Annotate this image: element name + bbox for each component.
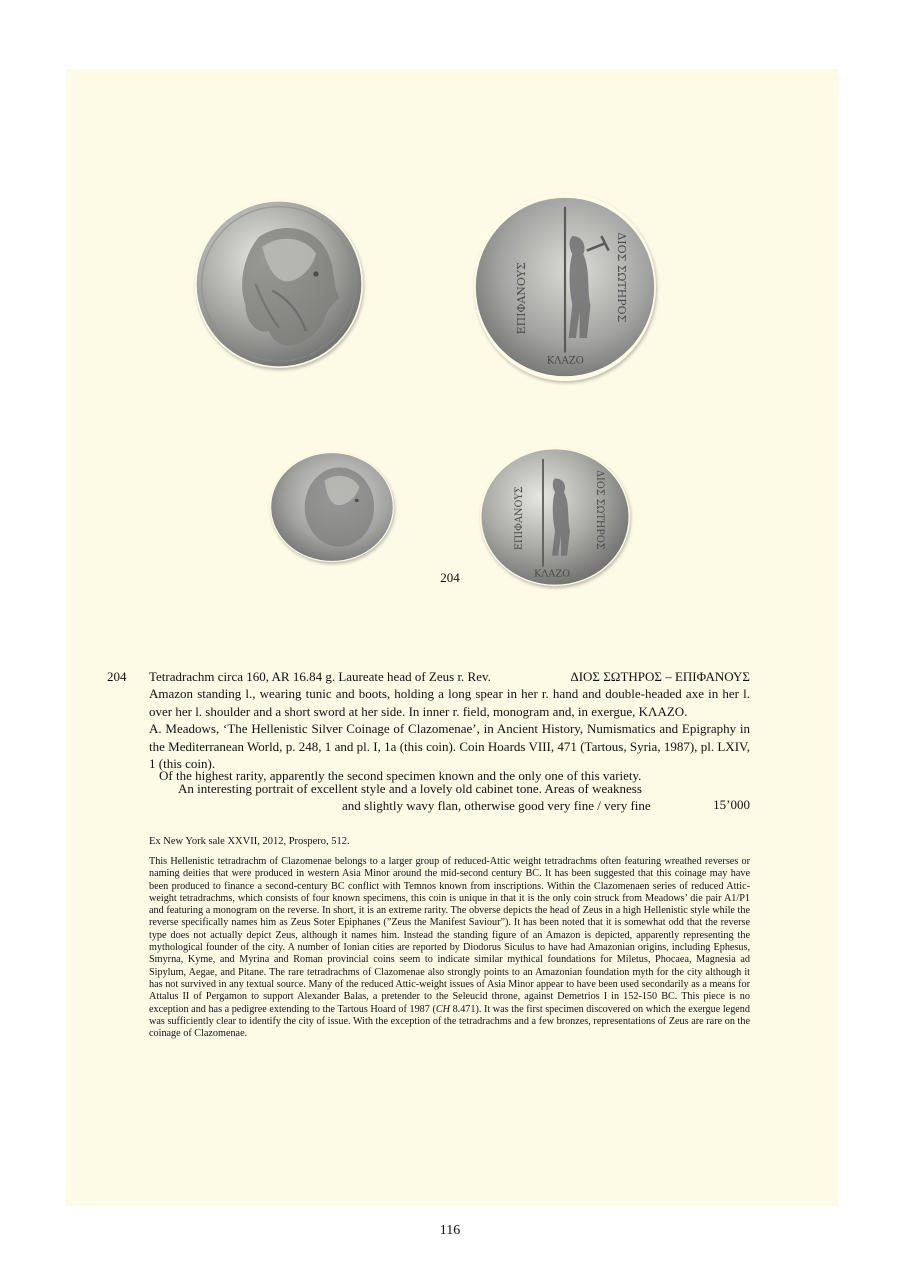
lot-estimate: 15’000 <box>713 797 750 812</box>
lot-heading: Tetradrachm circa 160, AR 16.84 g. Laureate head of Zeus r. Rev. <box>149 669 491 684</box>
plate-lot-number: 204 <box>440 570 460 585</box>
commentary-text: This Hellenistic tetradrachm of Clazomenae belongs to a larger group of reduced-Attic weight tetradrachms often featuring wreathed reverses or naming deities that were produced in western Asia Minor around the mid-second century BC. It has been suggested that this coinage may have been produced to finance a second-century BC conflict with Temnos known from inscriptions. Within the Clazomenaen series of reduced Attic-weight tetradrachms, which consists of four known specimens, this coin is unique in that it is the only coin struck from Meadows’ die pair A1/P1 and featuring a monogram on the reverse. In short, it is an extreme rarity. The obverse depicts the head of Zeus in a high Hellenistic style while the reverse specifically names him as Zeus Soter Epiphanes (”Zeus the Manifest Saviour”). It has been noted that it is somewhat odd that the reverse type does not actually depict Zeus, although it names him. Instead the standing figure of an Amazon is depicted, apparently representing the mythological founder of the city. A number of Ionian cities are reported by Diodorus Siculus to have had Amazonian origins, including Ephesus, Smyrna, Kyme, and Myrina and Roman provincial coins seem to indicate similar mythical foundations for Miletus, Phocaea, Magnesia ad Sipylum, Aegae, and Pitane. The rare tetradrachms of Clazomenae also strongly points to an Amazonian foundation myth for the city although it has not survived in any textual source. Many of the reduced Attic-weight issues of Asia Minor appear to have been used secondarily as a means for Attalus II of Pergamon to support Alexander Balas, a pretender to the Seleucid throne, against Demetrios I in 152-150 BC. This piece is no exception and has a pedigree extending to the Tartous Hoard of 1987 ( <box>149 856 750 1015</box>
lot-description <box>149 668 750 772</box>
reverse-right-legend: ΔΙΟΣ ΣΩΤΗΡΟΣ <box>614 232 628 323</box>
reverse-left-legend: ΕΠΙΦΑΝΟΥΣ <box>514 262 528 335</box>
zeus-head-small-image <box>270 452 394 562</box>
style-remark: An interesting portrait of excellent style and a lovely old cabinet tone. Areas of weakness <box>178 781 642 796</box>
obverse-large-coin <box>195 200 363 368</box>
reverse-legend: ΔΙΟΣ ΣΩΤΗΡΟΣ – ΕΠΙΦΑΝΟΥΣ <box>570 669 750 684</box>
commentary-text-end: 8.471). It was the first specimen discovered on which the exergue legend was sufficiently clear to identify the city of issue. With the exception of the tetradrachms and a few bronzes, representations of Zeus are rare on the coinage of Clazomenae. <box>149 1003 750 1040</box>
rarity-remark: Of the highest rarity, apparently the second specimen known and the only one of this variety. <box>159 768 642 783</box>
exergue-small-legend: ΚΛΑΖΟ <box>534 568 571 580</box>
amazon-figure-small-image <box>480 448 630 586</box>
exergue-legend: ΚΛΑΖΟ <box>546 355 584 367</box>
page-number: 116 <box>439 1223 461 1238</box>
reverse-small-coin <box>480 448 630 586</box>
lot-provenance: Ex New York sale XXVII, 2012, Prospero, 512. <box>149 836 350 847</box>
lot-references: A. Meadows, ‘The Hellenistic Silver Coinage of Clazomenae’, in Ancient History, Numismatics and Epigraphy in the Mediterranean World, p. 248, 1 and pl. I, 1a (this coin). Coin Hoards VIII, 471 (Tartous, Syria, 1987), pl. LXIV, 1 (this coin). <box>149 721 750 772</box>
reverse-small-right-legend: ΔΙΟΣ ΣΩΤΗΡΟΣ <box>593 470 606 550</box>
reverse-large-coin <box>474 193 656 381</box>
reverse-small-left-legend: ΕΠΙΦΑΝΟΥΣ <box>513 486 526 551</box>
lot-heading-line <box>149 668 750 685</box>
commentary-italic-ref: CH <box>435 1003 450 1015</box>
zeus-head-image <box>195 200 363 368</box>
lot-number: 204 <box>107 669 127 684</box>
amazon-figure-image <box>474 193 656 381</box>
obverse-small-coin <box>270 452 394 562</box>
lot-commentary <box>149 856 750 1040</box>
lot-type-description: Amazon standing l., wearing tunic and boots, holding a long spear in her r. hand and double-headed axe in her l. over her l. shoulder and a short sword at her side. In inner r. field, monogram and, in exergue, ΚΛΑΖΟ. <box>149 686 750 719</box>
condition-remark: and slightly wavy flan, otherwise good very fine / very fine <box>342 798 651 813</box>
